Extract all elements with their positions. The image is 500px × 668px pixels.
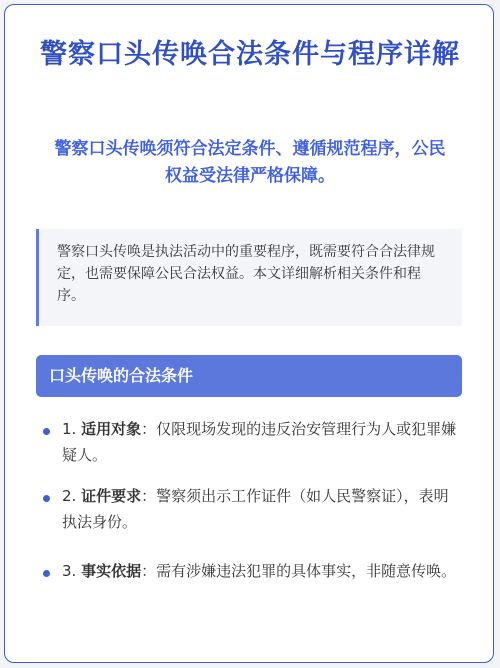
condition-item-3 <box>62 558 458 584</box>
condition-term: 证件要求 <box>81 487 142 505</box>
condition-text: 需有涉嫌违法犯罪的具体事实，非随意传唤。 <box>156 562 457 580</box>
condition-number: 2. <box>62 487 77 505</box>
condition-separator: ： <box>141 562 157 580</box>
condition-text: 仅限现场发现的违反治安管理行为人或犯罪嫌疑人。 <box>62 420 457 464</box>
condition-item-1 <box>62 416 458 468</box>
condition-separator: ： <box>141 420 157 438</box>
bullet-dot <box>43 495 50 502</box>
page-title: 警察口头传唤合法条件与程序详解 <box>40 39 460 70</box>
condition-term: 事实依据 <box>81 562 142 580</box>
condition-separator: ： <box>141 487 157 505</box>
intro-box: 警察口头传唤是执法活动中的重要程序，既需要符合合法律规定，也需要保障公民合法权益。本文详细解析相关条件和程序。 <box>36 229 462 326</box>
bullet-dot <box>43 428 50 435</box>
condition-term: 适用对象 <box>81 420 142 438</box>
condition-item-2 <box>62 483 458 535</box>
condition-number: 3. <box>62 562 77 580</box>
condition-text: 警察须出示工作证件（如人民警察证），表明执法身份。 <box>62 487 449 531</box>
section-header: 口头传唤的合法条件 <box>36 355 462 397</box>
bullet-dot <box>43 570 50 577</box>
page-subtitle: 警察口头传唤须符合法定条件、遵循规范程序，公民权益受法律严格保障。 <box>54 139 446 186</box>
condition-number: 1. <box>62 420 77 438</box>
